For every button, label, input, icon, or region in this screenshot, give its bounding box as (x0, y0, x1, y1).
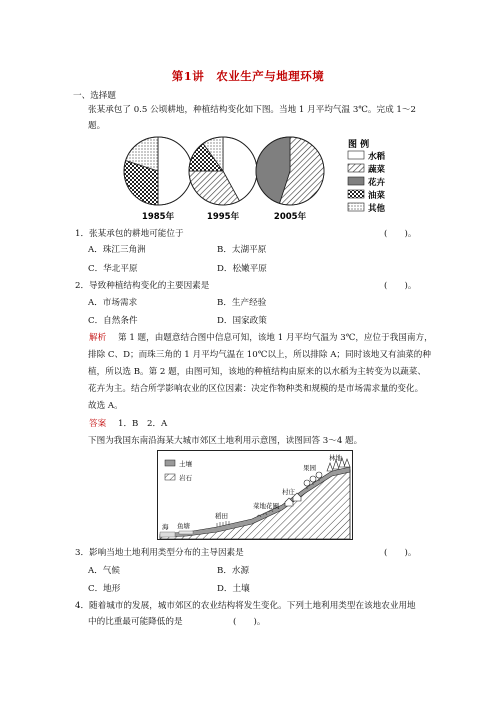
analysis-line-5: 故选 A。 (88, 401, 123, 411)
intro-2: 下图为我国东南沿海某大城市郊区土地利用示意图，读图回答 3～4 题。 (88, 436, 363, 446)
lesson-title: 第1讲 农业生产与地理环境 (171, 69, 325, 83)
q2-option-b: B．生产经验 (217, 298, 267, 308)
analysis-line-4: 花卉为主。结合所学影响农业的区位因素：决定作物种类和规模的是市场需求量的变化。 (88, 384, 424, 394)
intro-1-line-2: 题。 (88, 121, 106, 131)
legend-label-水稻: 水稻 (368, 152, 386, 162)
legend-soil-swatch (165, 460, 175, 466)
analysis-label: 解析 (89, 333, 107, 343)
q3-option-d: D．土壤 (217, 584, 250, 594)
q1-stem: 1．张某承包的耕地可能位于 (75, 229, 184, 239)
q3-option-c: C．地形 (88, 584, 121, 594)
legend-swatch-水稻 (348, 151, 364, 159)
q1-option-b: B．太湖平原 (217, 245, 267, 255)
legend-swatch-蔬菜 (348, 164, 364, 172)
q1-option-c: C．华北平原 (88, 264, 138, 274)
q2-option-a: A．市场需求 (88, 298, 138, 308)
pie-year-label-1: 1985年 (141, 212, 175, 222)
q3-option-b: B．水源 (217, 566, 250, 576)
q2-stem: 2．导致种植结构变化的主要因素是 (75, 281, 210, 291)
label-forest: 林地 (329, 454, 342, 462)
legend-label-花卉: 花卉 (368, 178, 386, 188)
label-village: 村庄 (282, 488, 295, 496)
q2-option-c: C．自然条件 (88, 316, 138, 326)
q4-line-1: 4．随着城市的发展，城市郊区的农业结构将发生变化。下列土地利用类型在该地农业用地 (75, 601, 416, 611)
sea-water (160, 532, 175, 537)
legend-soil-label: 土壤 (179, 460, 192, 468)
label-paddy: 稻田 (215, 512, 228, 520)
analysis-line-2: 排除 C、D；而珠三角的 1 月平均气温在 10℃以上，所以排除 A；同时该地又有油菜的种 (88, 350, 431, 360)
legend-swatch-花卉 (348, 177, 364, 185)
q2-option-d: D．国家政策 (217, 316, 267, 326)
q4-line-2: 中的比重最可能降低的是 (88, 617, 183, 627)
label-fishpond: 鱼塘 (177, 522, 190, 530)
legend-rock-swatch (165, 474, 175, 480)
answer-label: 答案 (89, 419, 107, 429)
label-veg-flower: 菜地花圃 (253, 502, 279, 510)
q3-stem: 3．影响当地土地利用类型分布的主导因素是 (75, 548, 244, 558)
crop-structure-pie-charts (120, 133, 400, 223)
legend-swatch-其他 (348, 203, 364, 211)
legend-rock-label: 岩石 (179, 474, 192, 482)
pie-year-label-3: 2005年 (273, 212, 307, 222)
legend-swatch-油菜 (348, 190, 364, 198)
legend-title: 图 例 (348, 140, 370, 150)
legend-label-油菜: 油菜 (368, 191, 386, 201)
analysis-line-3: 植，所以选 B。第 2 题，由图可知，该地的种植结构由原来的以水稻为主转变为以蔬菜、 (88, 367, 426, 377)
label-sea: 海 (162, 523, 169, 531)
q1-option-a: A．珠江三角洲 (88, 245, 146, 255)
pie-group (124, 137, 324, 222)
answer-text: 1．B 2．A (118, 419, 168, 429)
chart-legend (348, 138, 386, 214)
q3-option-a: A．气候 (88, 566, 120, 576)
q1-option-d: D．松嫩平原 (217, 264, 267, 274)
legend-label-其他: 其他 (368, 204, 386, 214)
q1-answer-blank: ( )。 (384, 229, 417, 239)
pie-year-label-2: 1995年 (206, 212, 240, 222)
land-use-cross-section-diagram (157, 450, 353, 540)
q3-answer-blank: ( )。 (384, 548, 417, 558)
label-orchard: 果园 (303, 464, 316, 472)
pie-slice-1-水稻 (158, 137, 192, 205)
intro-1-line-1: 张某承包了 0.5 公顷耕地，种植结构变化如下图。当地 1 月平均气温 3℃。完成 1～2 (88, 105, 416, 115)
q2-answer-blank: ( )。 (384, 281, 417, 291)
analysis-line-1: 第 1 题，由题意结合图中信息可知，该地 1 月平均气温为 3℃，应位于我国南方， (118, 333, 433, 343)
legend-label-蔬菜: 蔬菜 (368, 165, 386, 175)
q4-answer-blank: ( )。 (233, 617, 266, 627)
section-heading: 一、选择题 (73, 91, 116, 101)
fishpond-water (179, 531, 193, 534)
